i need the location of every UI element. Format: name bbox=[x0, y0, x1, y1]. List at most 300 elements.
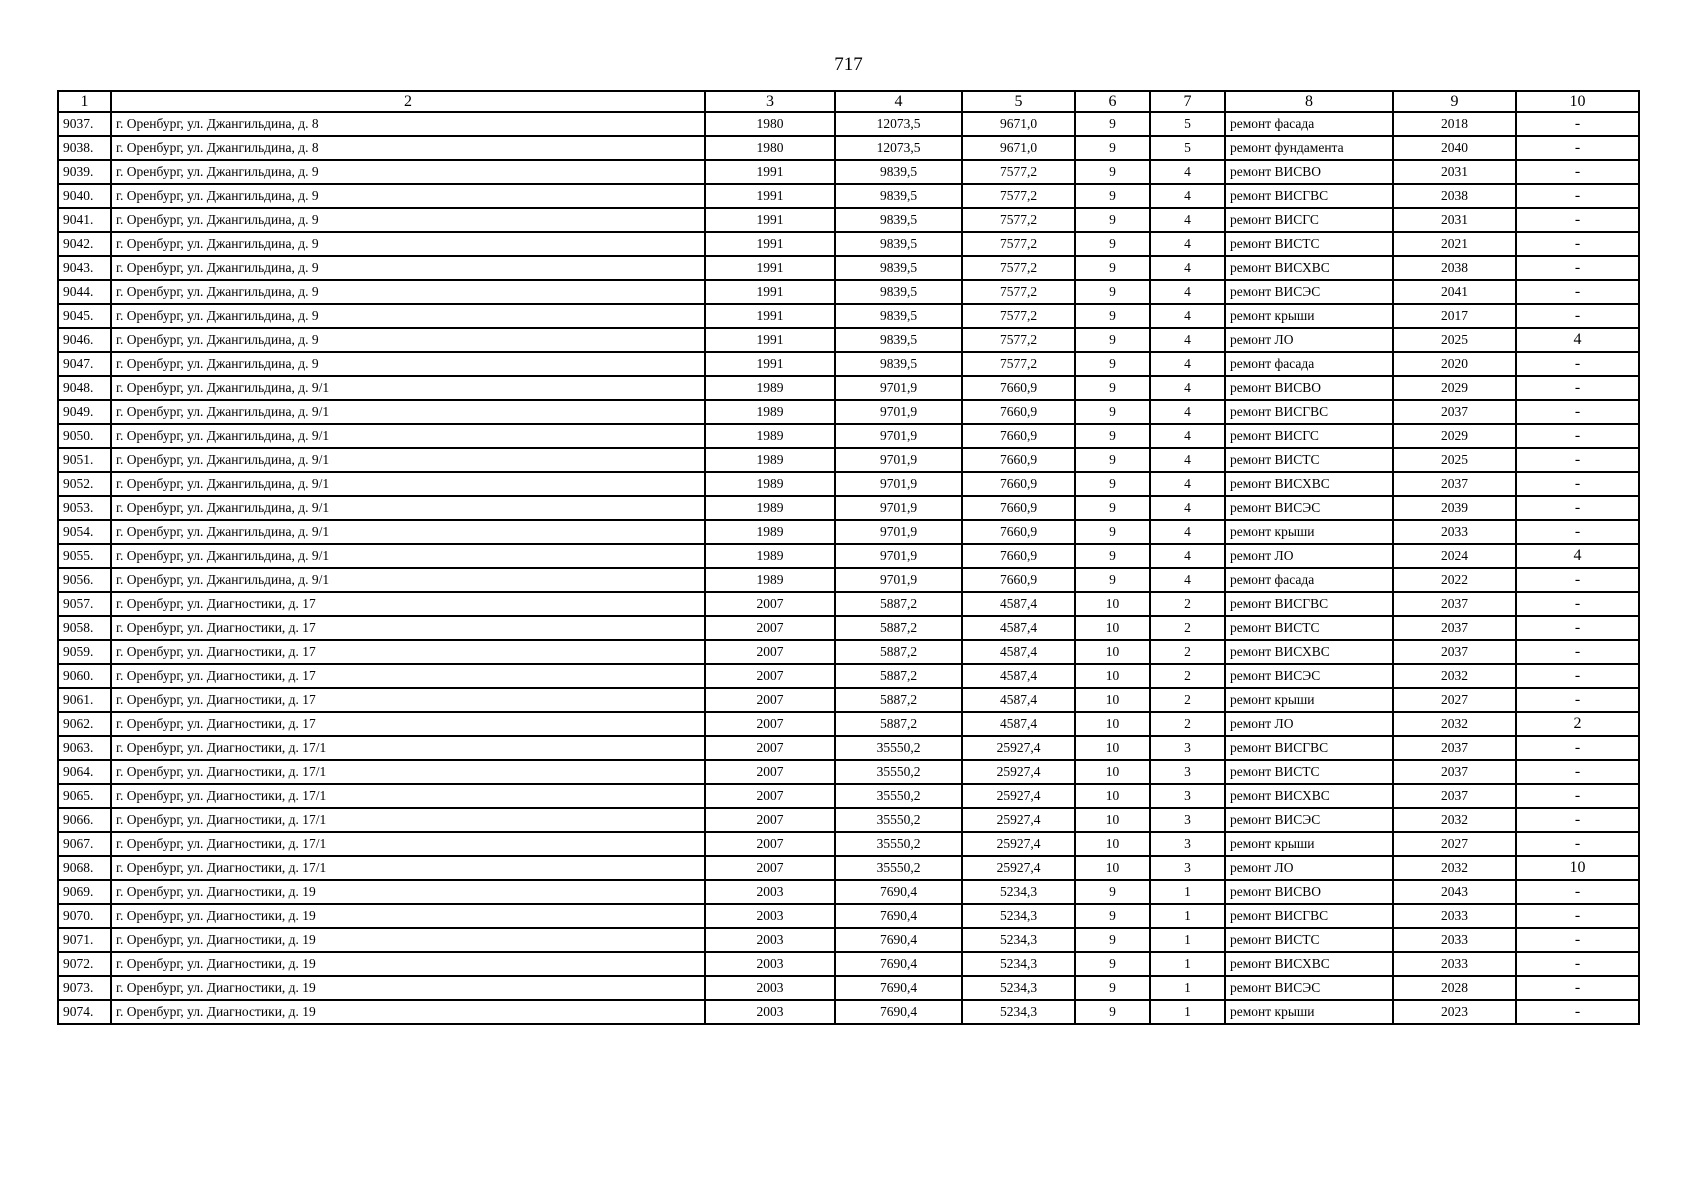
column-10-value-cell: - bbox=[1516, 568, 1639, 592]
work-type-cell: ремонт ВИСВО bbox=[1225, 160, 1393, 184]
work-type-cell: ремонт ВИСГВС bbox=[1225, 592, 1393, 616]
table-row bbox=[58, 808, 1639, 832]
table-row bbox=[58, 400, 1639, 424]
column-10-value-cell: - bbox=[1516, 424, 1639, 448]
planned-year-cell: 2037 bbox=[1393, 640, 1516, 664]
column-10-value-cell: - bbox=[1516, 952, 1639, 976]
work-type-cell: ремонт фундамента bbox=[1225, 136, 1393, 160]
entrances-cell: 4 bbox=[1150, 520, 1225, 544]
address-cell: г. Оренбург, ул. Диагностики, д. 17/1 bbox=[111, 856, 705, 880]
address-cell: г. Оренбург, ул. Джангильдина, д. 9 bbox=[111, 232, 705, 256]
work-type-cell: ремонт ВИСЭС bbox=[1225, 280, 1393, 304]
repair-schedule-table bbox=[57, 90, 1640, 1025]
living-area-cell: 7577,2 bbox=[962, 208, 1075, 232]
table-row bbox=[58, 736, 1639, 760]
work-type-cell: ремонт ВИСГС bbox=[1225, 208, 1393, 232]
floors-cell: 9 bbox=[1075, 136, 1150, 160]
year-built-cell: 1991 bbox=[705, 160, 835, 184]
planned-year-cell: 2033 bbox=[1393, 520, 1516, 544]
total-area-cell: 9839,5 bbox=[835, 232, 962, 256]
year-built-cell: 1991 bbox=[705, 328, 835, 352]
year-built-cell: 2003 bbox=[705, 928, 835, 952]
total-area-cell: 7690,4 bbox=[835, 976, 962, 1000]
column-10-value-cell: - bbox=[1516, 232, 1639, 256]
address-cell: г. Оренбург, ул. Джангильдина, д. 9 bbox=[111, 184, 705, 208]
entrances-cell: 4 bbox=[1150, 472, 1225, 496]
column-header-4: 4 bbox=[835, 91, 962, 112]
floors-cell: 9 bbox=[1075, 568, 1150, 592]
living-area-cell: 25927,4 bbox=[962, 856, 1075, 880]
living-area-cell: 7660,9 bbox=[962, 376, 1075, 400]
floors-cell: 9 bbox=[1075, 904, 1150, 928]
address-cell: г. Оренбург, ул. Диагностики, д. 17 bbox=[111, 616, 705, 640]
total-area-cell: 35550,2 bbox=[835, 784, 962, 808]
row-number-cell: 9041. bbox=[58, 208, 111, 232]
address-cell: г. Оренбург, ул. Джангильдина, д. 9/1 bbox=[111, 496, 705, 520]
living-area-cell: 7660,9 bbox=[962, 520, 1075, 544]
living-area-cell: 9671,0 bbox=[962, 136, 1075, 160]
planned-year-cell: 2020 bbox=[1393, 352, 1516, 376]
work-type-cell: ремонт ВИСГС bbox=[1225, 424, 1393, 448]
work-type-cell: ремонт ЛО bbox=[1225, 544, 1393, 568]
work-type-cell: ремонт ВИСГВС bbox=[1225, 904, 1393, 928]
planned-year-cell: 2037 bbox=[1393, 400, 1516, 424]
living-area-cell: 7660,9 bbox=[962, 568, 1075, 592]
planned-year-cell: 2027 bbox=[1393, 832, 1516, 856]
entrances-cell: 4 bbox=[1150, 232, 1225, 256]
table-row bbox=[58, 184, 1639, 208]
column-header-2: 2 bbox=[111, 91, 705, 112]
floors-cell: 10 bbox=[1075, 664, 1150, 688]
table-row bbox=[58, 1000, 1639, 1024]
floors-cell: 10 bbox=[1075, 784, 1150, 808]
work-type-cell: ремонт ВИСХВС bbox=[1225, 472, 1393, 496]
entrances-cell: 4 bbox=[1150, 376, 1225, 400]
living-area-cell: 9671,0 bbox=[962, 112, 1075, 136]
floors-cell: 9 bbox=[1075, 400, 1150, 424]
address-cell: г. Оренбург, ул. Джангильдина, д. 9 bbox=[111, 328, 705, 352]
floors-cell: 10 bbox=[1075, 856, 1150, 880]
floors-cell: 9 bbox=[1075, 472, 1150, 496]
year-built-cell: 2003 bbox=[705, 880, 835, 904]
entrances-cell: 4 bbox=[1150, 208, 1225, 232]
row-number-cell: 9068. bbox=[58, 856, 111, 880]
table-row bbox=[58, 712, 1639, 736]
row-number-cell: 9063. bbox=[58, 736, 111, 760]
column-10-value-cell: - bbox=[1516, 976, 1639, 1000]
address-cell: г. Оренбург, ул. Джангильдина, д. 9 bbox=[111, 256, 705, 280]
table-row bbox=[58, 616, 1639, 640]
column-10-value-cell: - bbox=[1516, 304, 1639, 328]
entrances-cell: 1 bbox=[1150, 880, 1225, 904]
floors-cell: 10 bbox=[1075, 592, 1150, 616]
row-number-cell: 9057. bbox=[58, 592, 111, 616]
year-built-cell: 2007 bbox=[705, 760, 835, 784]
row-number-cell: 9064. bbox=[58, 760, 111, 784]
table-row bbox=[58, 328, 1639, 352]
total-area-cell: 5887,2 bbox=[835, 712, 962, 736]
living-area-cell: 5234,3 bbox=[962, 880, 1075, 904]
column-10-value-cell: - bbox=[1516, 448, 1639, 472]
floors-cell: 9 bbox=[1075, 976, 1150, 1000]
column-10-value-cell: 4 bbox=[1516, 544, 1639, 568]
address-cell: г. Оренбург, ул. Джангильдина, д. 9/1 bbox=[111, 376, 705, 400]
table-row bbox=[58, 664, 1639, 688]
row-number-cell: 9070. bbox=[58, 904, 111, 928]
total-area-cell: 5887,2 bbox=[835, 640, 962, 664]
total-area-cell: 9839,5 bbox=[835, 256, 962, 280]
row-number-cell: 9054. bbox=[58, 520, 111, 544]
living-area-cell: 7577,2 bbox=[962, 280, 1075, 304]
entrances-cell: 1 bbox=[1150, 904, 1225, 928]
living-area-cell: 7660,9 bbox=[962, 448, 1075, 472]
planned-year-cell: 2028 bbox=[1393, 976, 1516, 1000]
work-type-cell: ремонт ЛО bbox=[1225, 856, 1393, 880]
entrances-cell: 4 bbox=[1150, 448, 1225, 472]
floors-cell: 9 bbox=[1075, 544, 1150, 568]
living-area-cell: 5234,3 bbox=[962, 976, 1075, 1000]
planned-year-cell: 2024 bbox=[1393, 544, 1516, 568]
total-area-cell: 9701,9 bbox=[835, 496, 962, 520]
work-type-cell: ремонт крыши bbox=[1225, 688, 1393, 712]
address-cell: г. Оренбург, ул. Диагностики, д. 17 bbox=[111, 688, 705, 712]
living-area-cell: 7660,9 bbox=[962, 472, 1075, 496]
total-area-cell: 9701,9 bbox=[835, 400, 962, 424]
column-10-value-cell: - bbox=[1516, 760, 1639, 784]
floors-cell: 9 bbox=[1075, 352, 1150, 376]
entrances-cell: 4 bbox=[1150, 304, 1225, 328]
living-area-cell: 4587,4 bbox=[962, 592, 1075, 616]
column-header-9: 9 bbox=[1393, 91, 1516, 112]
entrances-cell: 4 bbox=[1150, 400, 1225, 424]
address-cell: г. Оренбург, ул. Диагностики, д. 19 bbox=[111, 1000, 705, 1024]
table-row bbox=[58, 640, 1639, 664]
entrances-cell: 4 bbox=[1150, 280, 1225, 304]
address-cell: г. Оренбург, ул. Джангильдина, д. 9 bbox=[111, 208, 705, 232]
planned-year-cell: 2032 bbox=[1393, 712, 1516, 736]
year-built-cell: 1989 bbox=[705, 448, 835, 472]
entrances-cell: 4 bbox=[1150, 160, 1225, 184]
planned-year-cell: 2033 bbox=[1393, 928, 1516, 952]
total-area-cell: 7690,4 bbox=[835, 928, 962, 952]
work-type-cell: ремонт фасада bbox=[1225, 112, 1393, 136]
table-row bbox=[58, 592, 1639, 616]
table-row bbox=[58, 472, 1639, 496]
address-cell: г. Оренбург, ул. Джангильдина, д. 8 bbox=[111, 136, 705, 160]
column-10-value-cell: - bbox=[1516, 136, 1639, 160]
row-number-cell: 9062. bbox=[58, 712, 111, 736]
year-built-cell: 1991 bbox=[705, 232, 835, 256]
floors-cell: 9 bbox=[1075, 304, 1150, 328]
table-row bbox=[58, 304, 1639, 328]
work-type-cell: ремонт фасада bbox=[1225, 568, 1393, 592]
total-area-cell: 9701,9 bbox=[835, 376, 962, 400]
planned-year-cell: 2039 bbox=[1393, 496, 1516, 520]
planned-year-cell: 2029 bbox=[1393, 376, 1516, 400]
address-cell: г. Оренбург, ул. Джангильдина, д. 9 bbox=[111, 160, 705, 184]
planned-year-cell: 2025 bbox=[1393, 328, 1516, 352]
entrances-cell: 2 bbox=[1150, 712, 1225, 736]
row-number-cell: 9042. bbox=[58, 232, 111, 256]
address-cell: г. Оренбург, ул. Джангильдина, д. 9/1 bbox=[111, 544, 705, 568]
entrances-cell: 1 bbox=[1150, 1000, 1225, 1024]
row-number-cell: 9058. bbox=[58, 616, 111, 640]
row-number-cell: 9066. bbox=[58, 808, 111, 832]
column-10-value-cell: 2 bbox=[1516, 712, 1639, 736]
entrances-cell: 3 bbox=[1150, 832, 1225, 856]
work-type-cell: ремонт ВИСТС bbox=[1225, 760, 1393, 784]
total-area-cell: 9701,9 bbox=[835, 568, 962, 592]
year-built-cell: 2007 bbox=[705, 616, 835, 640]
address-cell: г. Оренбург, ул. Диагностики, д. 19 bbox=[111, 904, 705, 928]
living-area-cell: 25927,4 bbox=[962, 736, 1075, 760]
year-built-cell: 2007 bbox=[705, 712, 835, 736]
work-type-cell: ремонт ВИСГВС bbox=[1225, 400, 1393, 424]
total-area-cell: 9839,5 bbox=[835, 184, 962, 208]
floors-cell: 9 bbox=[1075, 376, 1150, 400]
living-area-cell: 25927,4 bbox=[962, 760, 1075, 784]
year-built-cell: 2003 bbox=[705, 952, 835, 976]
row-number-cell: 9067. bbox=[58, 832, 111, 856]
table-row bbox=[58, 376, 1639, 400]
floors-cell: 9 bbox=[1075, 424, 1150, 448]
column-10-value-cell: - bbox=[1516, 520, 1639, 544]
year-built-cell: 2007 bbox=[705, 640, 835, 664]
year-built-cell: 1980 bbox=[705, 136, 835, 160]
row-number-cell: 9037. bbox=[58, 112, 111, 136]
year-built-cell: 2003 bbox=[705, 976, 835, 1000]
row-number-cell: 9056. bbox=[58, 568, 111, 592]
row-number-cell: 9039. bbox=[58, 160, 111, 184]
floors-cell: 10 bbox=[1075, 736, 1150, 760]
address-cell: г. Оренбург, ул. Диагностики, д. 19 bbox=[111, 928, 705, 952]
table-row bbox=[58, 760, 1639, 784]
column-header-8: 8 bbox=[1225, 91, 1393, 112]
living-area-cell: 25927,4 bbox=[962, 832, 1075, 856]
entrances-cell: 4 bbox=[1150, 424, 1225, 448]
planned-year-cell: 2029 bbox=[1393, 424, 1516, 448]
row-number-cell: 9073. bbox=[58, 976, 111, 1000]
table-row bbox=[58, 928, 1639, 952]
work-type-cell: ремонт ВИСТС bbox=[1225, 616, 1393, 640]
floors-cell: 10 bbox=[1075, 808, 1150, 832]
table-row bbox=[58, 784, 1639, 808]
column-10-value-cell: - bbox=[1516, 928, 1639, 952]
year-built-cell: 2007 bbox=[705, 592, 835, 616]
entrances-cell: 2 bbox=[1150, 688, 1225, 712]
column-10-value-cell: - bbox=[1516, 808, 1639, 832]
entrances-cell: 3 bbox=[1150, 856, 1225, 880]
table-row bbox=[58, 832, 1639, 856]
planned-year-cell: 2031 bbox=[1393, 208, 1516, 232]
address-cell: г. Оренбург, ул. Джангильдина, д. 9 bbox=[111, 352, 705, 376]
column-10-value-cell: - bbox=[1516, 1000, 1639, 1024]
table-row bbox=[58, 256, 1639, 280]
living-area-cell: 4587,4 bbox=[962, 616, 1075, 640]
work-type-cell: ремонт ВИСХВС bbox=[1225, 784, 1393, 808]
column-10-value-cell: - bbox=[1516, 400, 1639, 424]
living-area-cell: 5234,3 bbox=[962, 952, 1075, 976]
planned-year-cell: 2037 bbox=[1393, 592, 1516, 616]
living-area-cell: 7577,2 bbox=[962, 184, 1075, 208]
row-number-cell: 9038. bbox=[58, 136, 111, 160]
year-built-cell: 1989 bbox=[705, 424, 835, 448]
living-area-cell: 7577,2 bbox=[962, 328, 1075, 352]
year-built-cell: 2003 bbox=[705, 904, 835, 928]
year-built-cell: 1989 bbox=[705, 472, 835, 496]
column-10-value-cell: - bbox=[1516, 352, 1639, 376]
planned-year-cell: 2037 bbox=[1393, 784, 1516, 808]
column-10-value-cell: - bbox=[1516, 184, 1639, 208]
living-area-cell: 4587,4 bbox=[962, 688, 1075, 712]
address-cell: г. Оренбург, ул. Диагностики, д. 17 bbox=[111, 712, 705, 736]
floors-cell: 9 bbox=[1075, 952, 1150, 976]
floors-cell: 10 bbox=[1075, 616, 1150, 640]
address-cell: г. Оренбург, ул. Джангильдина, д. 9/1 bbox=[111, 424, 705, 448]
address-cell: г. Оренбург, ул. Джангильдина, д. 9/1 bbox=[111, 472, 705, 496]
work-type-cell: ремонт ВИСТС bbox=[1225, 928, 1393, 952]
work-type-cell: ремонт ВИСТС bbox=[1225, 448, 1393, 472]
table-row bbox=[58, 448, 1639, 472]
planned-year-cell: 2031 bbox=[1393, 160, 1516, 184]
living-area-cell: 4587,4 bbox=[962, 712, 1075, 736]
row-number-cell: 9045. bbox=[58, 304, 111, 328]
work-type-cell: ремонт крыши bbox=[1225, 304, 1393, 328]
total-area-cell: 9839,5 bbox=[835, 280, 962, 304]
total-area-cell: 35550,2 bbox=[835, 832, 962, 856]
living-area-cell: 7660,9 bbox=[962, 544, 1075, 568]
address-cell: г. Оренбург, ул. Джангильдина, д. 9/1 bbox=[111, 400, 705, 424]
living-area-cell: 25927,4 bbox=[962, 784, 1075, 808]
address-cell: г. Оренбург, ул. Джангильдина, д. 9 bbox=[111, 304, 705, 328]
row-number-cell: 9047. bbox=[58, 352, 111, 376]
floors-cell: 9 bbox=[1075, 496, 1150, 520]
year-built-cell: 2007 bbox=[705, 688, 835, 712]
living-area-cell: 5234,3 bbox=[962, 904, 1075, 928]
year-built-cell: 1991 bbox=[705, 280, 835, 304]
entrances-cell: 3 bbox=[1150, 808, 1225, 832]
entrances-cell: 4 bbox=[1150, 496, 1225, 520]
address-cell: г. Оренбург, ул. Диагностики, д. 17/1 bbox=[111, 784, 705, 808]
planned-year-cell: 2022 bbox=[1393, 568, 1516, 592]
total-area-cell: 9839,5 bbox=[835, 328, 962, 352]
work-type-cell: ремонт ВИСЭС bbox=[1225, 496, 1393, 520]
total-area-cell: 7690,4 bbox=[835, 952, 962, 976]
floors-cell: 10 bbox=[1075, 832, 1150, 856]
work-type-cell: ремонт ВИСВО bbox=[1225, 376, 1393, 400]
table-row bbox=[58, 568, 1639, 592]
living-area-cell: 4587,4 bbox=[962, 640, 1075, 664]
planned-year-cell: 2037 bbox=[1393, 616, 1516, 640]
table-row bbox=[58, 544, 1639, 568]
column-10-value-cell: - bbox=[1516, 664, 1639, 688]
entrances-cell: 2 bbox=[1150, 616, 1225, 640]
year-built-cell: 1989 bbox=[705, 568, 835, 592]
planned-year-cell: 2017 bbox=[1393, 304, 1516, 328]
entrances-cell: 3 bbox=[1150, 760, 1225, 784]
work-type-cell: ремонт ВИСТС bbox=[1225, 232, 1393, 256]
living-area-cell: 4587,4 bbox=[962, 664, 1075, 688]
column-10-value-cell: - bbox=[1516, 688, 1639, 712]
table-row bbox=[58, 136, 1639, 160]
column-10-value-cell: - bbox=[1516, 256, 1639, 280]
work-type-cell: ремонт крыши bbox=[1225, 520, 1393, 544]
address-cell: г. Оренбург, ул. Диагностики, д. 17/1 bbox=[111, 832, 705, 856]
floors-cell: 9 bbox=[1075, 184, 1150, 208]
address-cell: г. Оренбург, ул. Диагностики, д. 19 bbox=[111, 976, 705, 1000]
living-area-cell: 25927,4 bbox=[962, 808, 1075, 832]
year-built-cell: 2003 bbox=[705, 1000, 835, 1024]
total-area-cell: 7690,4 bbox=[835, 904, 962, 928]
address-cell: г. Оренбург, ул. Джангильдина, д. 8 bbox=[111, 112, 705, 136]
living-area-cell: 7660,9 bbox=[962, 496, 1075, 520]
table-row bbox=[58, 520, 1639, 544]
column-10-value-cell: - bbox=[1516, 208, 1639, 232]
planned-year-cell: 2037 bbox=[1393, 472, 1516, 496]
column-header-1: 1 bbox=[58, 91, 111, 112]
column-10-value-cell: 4 bbox=[1516, 328, 1639, 352]
entrances-cell: 1 bbox=[1150, 976, 1225, 1000]
total-area-cell: 12073,5 bbox=[835, 112, 962, 136]
table-row bbox=[58, 424, 1639, 448]
year-built-cell: 1989 bbox=[705, 400, 835, 424]
floors-cell: 10 bbox=[1075, 688, 1150, 712]
living-area-cell: 5234,3 bbox=[962, 1000, 1075, 1024]
entrances-cell: 2 bbox=[1150, 592, 1225, 616]
row-number-cell: 9043. bbox=[58, 256, 111, 280]
year-built-cell: 2007 bbox=[705, 736, 835, 760]
total-area-cell: 9701,9 bbox=[835, 544, 962, 568]
year-built-cell: 2007 bbox=[705, 784, 835, 808]
row-number-cell: 9050. bbox=[58, 424, 111, 448]
table-row bbox=[58, 904, 1639, 928]
row-number-cell: 9055. bbox=[58, 544, 111, 568]
table-row bbox=[58, 496, 1639, 520]
total-area-cell: 5887,2 bbox=[835, 664, 962, 688]
work-type-cell: ремонт ВИСЭС bbox=[1225, 808, 1393, 832]
address-cell: г. Оренбург, ул. Диагностики, д. 17/1 bbox=[111, 736, 705, 760]
row-number-cell: 9048. bbox=[58, 376, 111, 400]
floors-cell: 9 bbox=[1075, 256, 1150, 280]
work-type-cell: ремонт ЛО bbox=[1225, 328, 1393, 352]
column-10-value-cell: - bbox=[1516, 640, 1639, 664]
entrances-cell: 2 bbox=[1150, 664, 1225, 688]
floors-cell: 9 bbox=[1075, 160, 1150, 184]
row-number-cell: 9060. bbox=[58, 664, 111, 688]
address-cell: г. Оренбург, ул. Диагностики, д. 17/1 bbox=[111, 760, 705, 784]
row-number-cell: 9046. bbox=[58, 328, 111, 352]
planned-year-cell: 2037 bbox=[1393, 736, 1516, 760]
address-cell: г. Оренбург, ул. Диагностики, д. 19 bbox=[111, 952, 705, 976]
planned-year-cell: 2023 bbox=[1393, 1000, 1516, 1024]
column-10-value-cell: - bbox=[1516, 280, 1639, 304]
living-area-cell: 7577,2 bbox=[962, 232, 1075, 256]
column-10-value-cell: - bbox=[1516, 880, 1639, 904]
column-10-value-cell: - bbox=[1516, 736, 1639, 760]
total-area-cell: 9839,5 bbox=[835, 160, 962, 184]
floors-cell: 10 bbox=[1075, 640, 1150, 664]
work-type-cell: ремонт ВИСЭС bbox=[1225, 976, 1393, 1000]
address-cell: г. Оренбург, ул. Диагностики, д. 17 bbox=[111, 640, 705, 664]
row-number-cell: 9044. bbox=[58, 280, 111, 304]
table-body bbox=[58, 112, 1639, 1024]
entrances-cell: 3 bbox=[1150, 736, 1225, 760]
year-built-cell: 2007 bbox=[705, 808, 835, 832]
column-10-value-cell: - bbox=[1516, 832, 1639, 856]
entrances-cell: 1 bbox=[1150, 928, 1225, 952]
row-number-cell: 9061. bbox=[58, 688, 111, 712]
living-area-cell: 7577,2 bbox=[962, 160, 1075, 184]
